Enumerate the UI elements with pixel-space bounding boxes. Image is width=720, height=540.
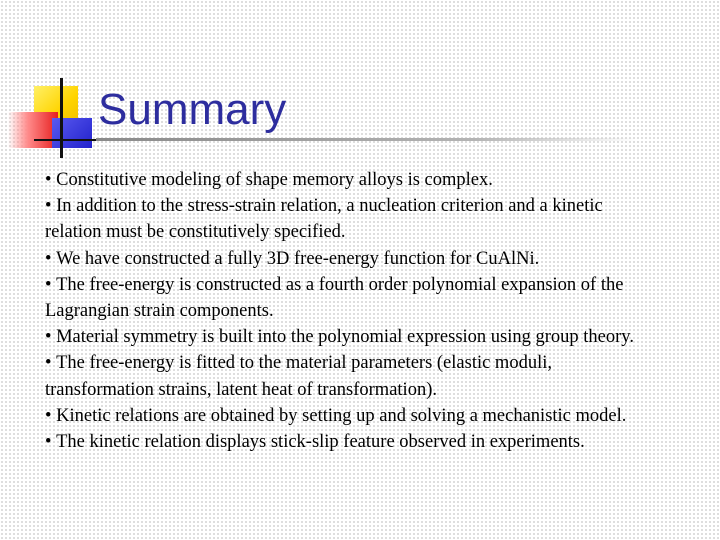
bullet-item: • In addition to the stress-strain relation, a nucleation criterion and a kinetic relation must be constitutively specified. bbox=[45, 193, 657, 245]
slide-logo-decoration bbox=[0, 0, 100, 170]
logo-vertical-line bbox=[60, 78, 63, 158]
bullet-item: • The free-energy is fitted to the material parameters (elastic moduli, transformation strains, latent heat of transformation). bbox=[45, 350, 657, 402]
bullet-item: • The free-energy is constructed as a fourth order polynomial expansion of the Lagrangian strain components. bbox=[45, 272, 657, 324]
logo-blue-square bbox=[52, 118, 92, 148]
bullet-item: • Kinetic relations are obtained by setting up and solving a mechanistic model. bbox=[45, 403, 657, 429]
title-underline bbox=[96, 138, 636, 141]
bullet-list bbox=[45, 167, 657, 455]
bullet-item: • Material symmetry is built into the polynomial expression using group theory. bbox=[45, 324, 657, 350]
bullet-item: • Constitutive modeling of shape memory alloys is complex. bbox=[45, 167, 657, 193]
slide-title: Summary bbox=[98, 85, 287, 134]
bullet-item: • We have constructed a fully 3D free-energy function for CuAlNi. bbox=[45, 246, 657, 272]
logo-red-square bbox=[8, 112, 58, 148]
bullet-item: • The kinetic relation displays stick-slip feature observed in experiments. bbox=[45, 429, 657, 455]
